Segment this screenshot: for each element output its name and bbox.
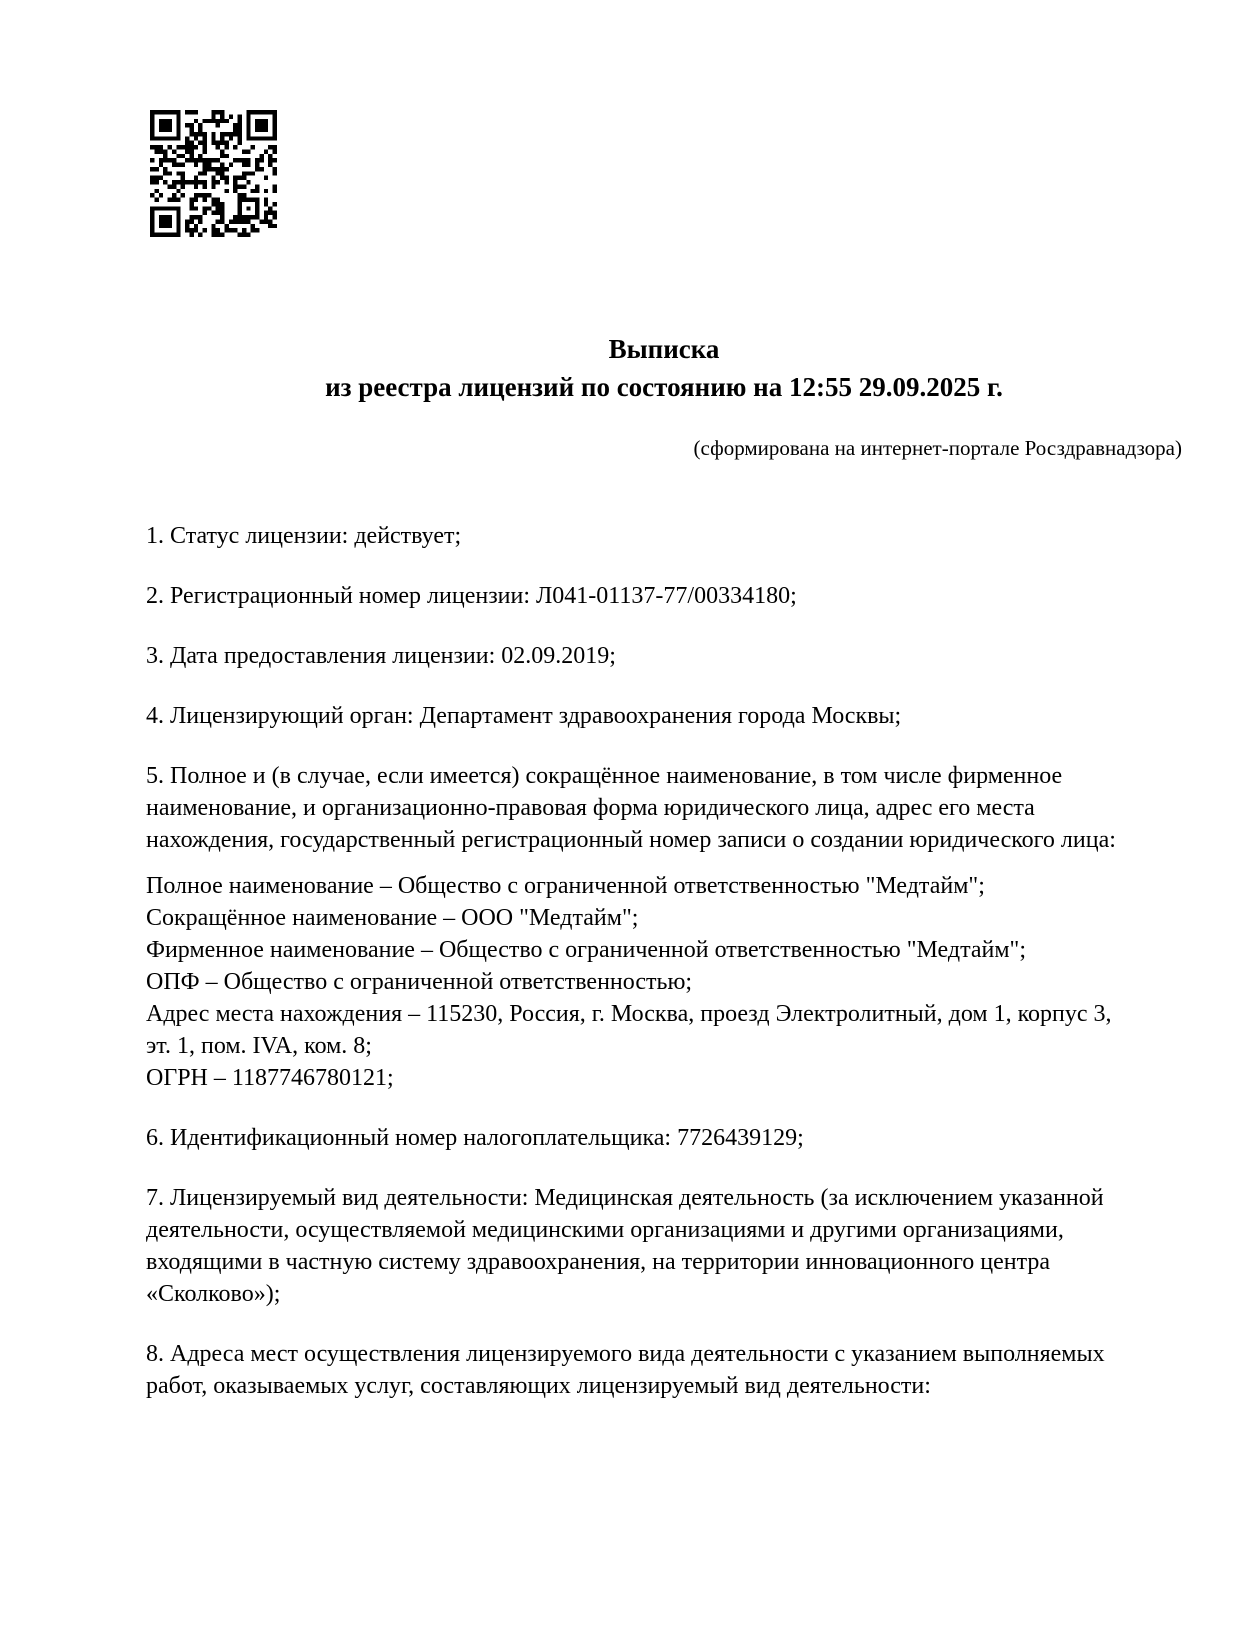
text-line: работ, оказываемых услуг, составляющих лицензируемый вид деятельности: bbox=[146, 1373, 931, 1399]
document-title-line-1: Выписка bbox=[608, 334, 720, 364]
text-line: ОПФ – Общество с ограниченной ответственностью; bbox=[146, 969, 693, 995]
document-body bbox=[146, 520, 1182, 1430]
text-line: Адрес места нахождения – 115230, Россия, г. Москва, проезд Электролитный, дом 1, корпус 3, bbox=[146, 1001, 1112, 1027]
document-title-line-2: из реестра лицензий по состоянию на 12:55 29.09.2025 г. bbox=[325, 372, 1003, 402]
license-item bbox=[146, 520, 1182, 552]
license-item bbox=[146, 1122, 1182, 1154]
document-subtitle: (сформирована на интернет-портале Росздравнадзора) bbox=[693, 436, 1182, 460]
license-item bbox=[146, 1338, 1182, 1402]
text-line: 2. Регистрационный номер лицензии: Л041-01137-77/00334180; bbox=[146, 583, 797, 609]
text-line: наименование, и организационно-правовая форма юридического лица, адрес его места bbox=[146, 795, 1035, 821]
text-line: 3. Дата предоставления лицензии: 02.09.2019; bbox=[146, 643, 616, 669]
text-line: ОГРН – 1187746780121; bbox=[146, 1065, 394, 1091]
text-line: 1. Статус лицензии: действует; bbox=[146, 523, 462, 549]
text-line: Фирменное наименование – Общество с ограниченной ответственностью "Медтайм"; bbox=[146, 937, 1026, 963]
document-title bbox=[146, 330, 1182, 406]
text-line: «Сколково»); bbox=[146, 1281, 281, 1307]
license-item bbox=[146, 760, 1182, 856]
text-line: эт. 1, пом. IVA, ком. 8; bbox=[146, 1033, 372, 1059]
text-line: 6. Идентификационный номер налогоплательщика: 7726439129; bbox=[146, 1125, 804, 1151]
text-line: Сокращённое наименование – ООО "Медтайм"; bbox=[146, 905, 639, 931]
license-item bbox=[146, 640, 1182, 672]
license-item bbox=[146, 580, 1182, 612]
text-line: нахождения, государственный регистрационный номер записи о создании юридического лица: bbox=[146, 827, 1116, 853]
text-line: 5. Полное и (в случае, если имеется) сокращённое наименование, в том числе фирменное bbox=[146, 763, 1063, 789]
text-line: 8. Адреса мест осуществления лицензируемого вида деятельности с указанием выполняемых bbox=[146, 1341, 1105, 1367]
text-line: Полное наименование – Общество с ограниченной ответственностью "Медтайм"; bbox=[146, 873, 985, 899]
text-line: 4. Лицензирующий орган: Департамент здравоохранения города Москвы; bbox=[146, 703, 902, 729]
license-item bbox=[146, 1182, 1182, 1310]
license-item bbox=[146, 700, 1182, 732]
text-line: входящими в частную систему здравоохранения, на территории инновационного центра bbox=[146, 1249, 1051, 1275]
text-line: 7. Лицензируемый вид деятельности: Медицинская деятельность (за исключением указанной bbox=[146, 1185, 1104, 1211]
license-item bbox=[146, 870, 1182, 1094]
text-line: деятельности, осуществляемой медицинскими организациями и другими организациями, bbox=[146, 1217, 1064, 1243]
qr-code bbox=[150, 110, 277, 237]
